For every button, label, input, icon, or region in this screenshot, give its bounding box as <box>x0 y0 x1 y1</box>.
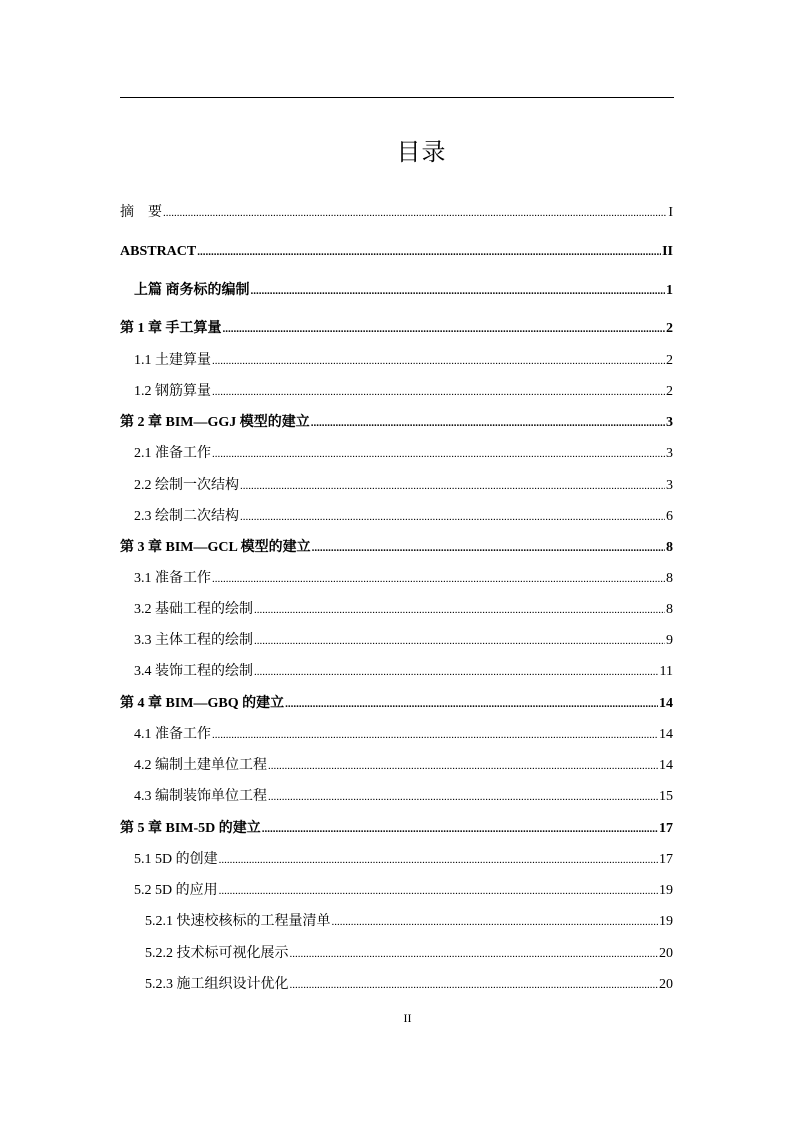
toc-entry-label: 上篇 商务标的编制 <box>134 283 250 298</box>
toc-entry-chapter-4[interactable] <box>120 693 673 713</box>
toc-leader-dots <box>212 385 665 401</box>
toc-entry-section-2-3[interactable] <box>134 506 673 526</box>
toc-entry-label: 4.3 编制装饰单位工程 <box>134 789 267 804</box>
toc-entry-page: 19 <box>659 914 673 929</box>
toc-leader-dots <box>219 884 658 900</box>
toc-leader-dots <box>163 206 667 222</box>
toc-entry-label: 4.1 准备工作 <box>134 727 211 742</box>
toc-entry-label: 3.3 主体工程的绘制 <box>134 633 253 648</box>
toc-entry-label: 2.3 绘制二次结构 <box>134 509 239 524</box>
toc-entry-label: 1.1 土建算量 <box>134 353 211 368</box>
toc-entry-label: 5.2 5D 的应用 <box>134 883 218 898</box>
toc-entry-label: 5.2.3 施工组织设计优化 <box>145 977 289 992</box>
toc-entry-section-5-2-2[interactable] <box>145 943 673 963</box>
toc-entry-part-1[interactable] <box>134 280 673 300</box>
toc-entry-label: 第 4 章 BIM—GBQ 的建立 <box>120 696 285 711</box>
toc-entry-chapter-1[interactable] <box>120 318 673 338</box>
toc-entry-section-4-1[interactable] <box>134 724 673 744</box>
toc-entry-label: 第 1 章 手工算量 <box>120 321 222 336</box>
toc-entry-page: 19 <box>659 883 673 898</box>
toc-leader-dots <box>262 822 658 838</box>
toc-entry-page: 8 <box>666 571 673 586</box>
toc-leader-dots <box>254 665 659 681</box>
toc-leader-dots <box>212 354 665 370</box>
toc-entry-section-5-1[interactable] <box>134 849 673 869</box>
toc-entry-label: 2.1 准备工作 <box>134 446 211 461</box>
page-title: 目录 <box>396 140 447 166</box>
toc-leader-dots <box>254 603 665 619</box>
toc-entry-section-3-2[interactable] <box>134 599 673 619</box>
footer-page-number: II <box>403 1011 412 1025</box>
toc-entry-page: 9 <box>666 633 673 648</box>
toc-entry-label: 2.2 绘制一次结构 <box>134 478 239 493</box>
toc-entry-section-2-1[interactable] <box>134 443 673 463</box>
toc-entry-section-5-2[interactable] <box>134 880 673 900</box>
toc-entry-label: 3.2 基础工程的绘制 <box>134 602 253 617</box>
toc-entry-section-4-3[interactable] <box>134 786 673 806</box>
toc-leader-dots <box>251 284 666 300</box>
toc-entry-section-1-2[interactable] <box>134 381 673 401</box>
toc-entry-page: 3 <box>666 478 673 493</box>
toc-leader-dots <box>254 634 665 650</box>
toc-entry-section-4-2[interactable] <box>134 755 673 775</box>
toc-entry-label: 3.4 装饰工程的绘制 <box>134 664 253 679</box>
toc-entry-page: II <box>662 244 673 259</box>
toc-leader-dots <box>290 978 659 994</box>
toc-leader-dots <box>311 416 665 432</box>
toc-entry-label: 1.2 钢筋算量 <box>134 384 211 399</box>
toc-entry-section-3-1[interactable] <box>134 568 673 588</box>
toc-leader-dots <box>240 510 665 526</box>
toc-leader-dots <box>290 947 659 963</box>
toc-entry-page: 6 <box>666 509 673 524</box>
toc-entry-label: 4.2 编制土建单位工程 <box>134 758 267 773</box>
toc-entry-section-3-3[interactable] <box>134 630 673 650</box>
toc-leader-dots <box>212 572 665 588</box>
toc-entry-label: 第 3 章 BIM—GCL 模型的建立 <box>120 540 311 555</box>
toc-entry-label: 5.1 5D 的创建 <box>134 852 218 867</box>
toc-entry-page: 3 <box>666 446 673 461</box>
toc-leader-dots <box>219 853 658 869</box>
toc-entry-chapter-5[interactable] <box>120 818 673 838</box>
toc-entry-page: 20 <box>659 977 673 992</box>
toc-entry-label: 第 2 章 BIM—GGJ 模型的建立 <box>120 415 310 430</box>
toc-entry-chapter-3[interactable] <box>120 537 673 557</box>
toc-leader-dots <box>212 728 658 744</box>
toc-leader-dots <box>268 790 658 806</box>
toc-entry-page: 8 <box>666 540 673 555</box>
toc-entry-page: 11 <box>659 664 673 679</box>
toc-entry-page: 14 <box>659 727 673 742</box>
toc-entry-label: 3.1 准备工作 <box>134 571 211 586</box>
toc-entry-page: 2 <box>666 384 673 399</box>
toc-entry-page: 3 <box>666 415 673 430</box>
toc-entry-section-1-1[interactable] <box>134 350 673 370</box>
toc-entry-page: 20 <box>659 946 673 961</box>
toc-leader-dots <box>240 479 665 495</box>
toc-entry-abstract-en[interactable] <box>120 241 673 261</box>
toc-entry-abstract-cn[interactable] <box>120 202 673 222</box>
toc-entry-label: 第 5 章 BIM-5D 的建立 <box>120 821 261 836</box>
toc-entry-page: 15 <box>659 789 673 804</box>
toc-entry-page: 2 <box>666 321 673 336</box>
toc-leader-dots <box>285 697 658 713</box>
toc-entry-section-3-4[interactable] <box>134 661 673 681</box>
toc-entry-section-5-2-3[interactable] <box>145 974 673 994</box>
toc-leader-dots <box>332 915 659 931</box>
toc-entry-page: 1 <box>666 283 673 298</box>
toc-leader-dots <box>268 759 658 775</box>
toc-entry-page: 17 <box>659 852 673 867</box>
toc-entry-section-2-2[interactable] <box>134 475 673 495</box>
toc-entry-page: 8 <box>666 602 673 617</box>
toc-leader-dots <box>197 245 661 261</box>
toc-entry-page: 2 <box>666 353 673 368</box>
toc-entry-section-5-2-1[interactable] <box>145 911 673 931</box>
toc-entry-label: 5.2.1 快速校核标的工程量清单 <box>145 914 331 929</box>
toc-entry-chapter-2[interactable] <box>120 412 673 432</box>
toc-entry-label: 5.2.2 技术标可视化展示 <box>145 946 289 961</box>
toc-entry-page: 14 <box>659 696 673 711</box>
toc-leader-dots <box>312 541 665 557</box>
toc-entry-page: 17 <box>659 821 673 836</box>
toc-leader-dots <box>212 447 665 463</box>
toc-entry-label: ABSTRACT <box>120 244 197 259</box>
toc-entry-page: I <box>668 205 673 220</box>
toc-entry-page: 14 <box>659 758 673 773</box>
toc-leader-dots <box>223 322 666 338</box>
toc-entry-label: 摘 要 <box>120 205 162 220</box>
